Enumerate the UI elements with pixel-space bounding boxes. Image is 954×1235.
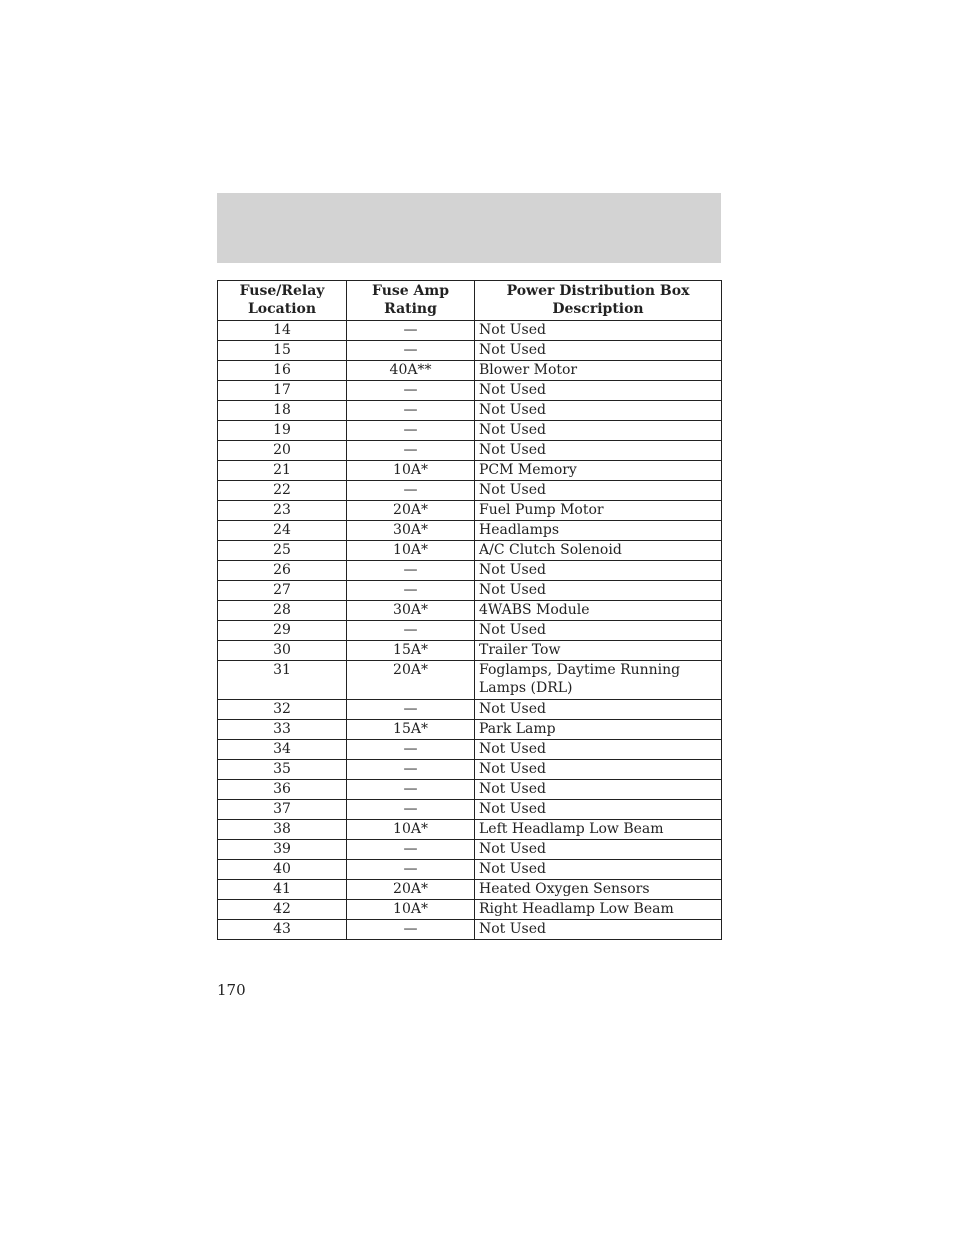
cell-description: A/C Clutch Solenoid xyxy=(475,541,722,561)
cell-description: Not Used xyxy=(475,780,722,800)
header-amp-line1: Fuse Amp xyxy=(372,283,449,299)
cell-amp: — xyxy=(347,740,475,760)
cell-description: Fuel Pump Motor xyxy=(475,501,722,521)
table-row xyxy=(218,461,722,481)
table-row xyxy=(218,601,722,621)
cell-location: 29 xyxy=(218,621,347,641)
cell-amp: — xyxy=(347,780,475,800)
cell-amp: 15A* xyxy=(347,641,475,661)
cell-description: Blower Motor xyxy=(475,361,722,381)
cell-location: 14 xyxy=(218,321,347,341)
header-location xyxy=(218,281,347,321)
cell-location: 37 xyxy=(218,800,347,820)
table-row xyxy=(218,820,722,840)
cell-location: 38 xyxy=(218,820,347,840)
cell-description: Left Headlamp Low Beam xyxy=(475,820,722,840)
cell-location: 30 xyxy=(218,641,347,661)
cell-amp: 40A** xyxy=(347,361,475,381)
cell-amp: — xyxy=(347,760,475,780)
header-description-line2: Description xyxy=(552,301,644,317)
fuse-table-body xyxy=(218,321,722,940)
cell-amp: — xyxy=(347,401,475,421)
cell-amp: — xyxy=(347,421,475,441)
cell-location: 18 xyxy=(218,401,347,421)
table-row xyxy=(218,661,722,700)
table-row xyxy=(218,780,722,800)
section-header-band xyxy=(217,193,721,263)
cell-description: Not Used xyxy=(475,381,722,401)
cell-amp: 10A* xyxy=(347,820,475,840)
cell-amp: — xyxy=(347,561,475,581)
cell-description: Not Used xyxy=(475,341,722,361)
cell-location: 24 xyxy=(218,521,347,541)
cell-description: Not Used xyxy=(475,561,722,581)
cell-location: 33 xyxy=(218,720,347,740)
cell-amp: — xyxy=(347,800,475,820)
cell-location: 15 xyxy=(218,341,347,361)
cell-location: 32 xyxy=(218,700,347,720)
cell-location: 31 xyxy=(218,661,347,700)
cell-description: Trailer Tow xyxy=(475,641,722,661)
cell-description: Not Used xyxy=(475,621,722,641)
table-row xyxy=(218,720,722,740)
cell-location: 27 xyxy=(218,581,347,601)
cell-description: Not Used xyxy=(475,800,722,820)
cell-description: Not Used xyxy=(475,740,722,760)
cell-description: Not Used xyxy=(475,760,722,780)
table-row xyxy=(218,521,722,541)
table-row xyxy=(218,840,722,860)
header-description-line1: Power Distribution Box xyxy=(506,283,690,299)
cell-description: Not Used xyxy=(475,860,722,880)
cell-location: 41 xyxy=(218,880,347,900)
cell-location: 25 xyxy=(218,541,347,561)
cell-description: Foglamps, Daytime Running Lamps (DRL) xyxy=(475,661,722,700)
cell-amp: 20A* xyxy=(347,880,475,900)
table-row xyxy=(218,421,722,441)
table-row xyxy=(218,561,722,581)
table-row xyxy=(218,700,722,720)
table-header-row xyxy=(218,281,722,321)
table-row xyxy=(218,760,722,780)
cell-description: Not Used xyxy=(475,421,722,441)
cell-amp: 10A* xyxy=(347,461,475,481)
cell-amp: — xyxy=(347,920,475,940)
table-row xyxy=(218,381,722,401)
cell-location: 19 xyxy=(218,421,347,441)
table-row xyxy=(218,481,722,501)
table-row xyxy=(218,860,722,880)
cell-description: Not Used xyxy=(475,840,722,860)
cell-location: 42 xyxy=(218,900,347,920)
cell-location: 36 xyxy=(218,780,347,800)
cell-amp: 10A* xyxy=(347,900,475,920)
header-amp xyxy=(347,281,475,321)
header-location-line2: Location xyxy=(247,301,317,317)
cell-location: 16 xyxy=(218,361,347,381)
table-row xyxy=(218,441,722,461)
table-row xyxy=(218,341,722,361)
cell-description: Not Used xyxy=(475,700,722,720)
cell-description: PCM Memory xyxy=(475,461,722,481)
cell-location: 28 xyxy=(218,601,347,621)
cell-description: Park Lamp xyxy=(475,720,722,740)
cell-location: 43 xyxy=(218,920,347,940)
cell-amp: — xyxy=(347,481,475,501)
table-row xyxy=(218,641,722,661)
table-row xyxy=(218,581,722,601)
table-row xyxy=(218,880,722,900)
table-row xyxy=(218,541,722,561)
cell-description: Not Used xyxy=(475,920,722,940)
cell-location: 23 xyxy=(218,501,347,521)
cell-location: 17 xyxy=(218,381,347,401)
table-row xyxy=(218,621,722,641)
cell-location: 21 xyxy=(218,461,347,481)
cell-location: 35 xyxy=(218,760,347,780)
cell-description: Heated Oxygen Sensors xyxy=(475,880,722,900)
cell-description: Not Used xyxy=(475,481,722,501)
page-number: 170 xyxy=(217,981,246,999)
cell-amp: 20A* xyxy=(347,661,475,700)
table-row xyxy=(218,800,722,820)
cell-location: 20 xyxy=(218,441,347,461)
cell-amp: 30A* xyxy=(347,521,475,541)
table-row xyxy=(218,900,722,920)
table-row xyxy=(218,401,722,421)
cell-location: 34 xyxy=(218,740,347,760)
cell-description: Not Used xyxy=(475,401,722,421)
cell-amp: — xyxy=(347,621,475,641)
fuse-table xyxy=(217,280,722,940)
cell-amp: — xyxy=(347,441,475,461)
header-description xyxy=(475,281,722,321)
cell-description: Headlamps xyxy=(475,521,722,541)
cell-description: Not Used xyxy=(475,581,722,601)
cell-amp: — xyxy=(347,700,475,720)
cell-location: 40 xyxy=(218,860,347,880)
cell-description: Not Used xyxy=(475,441,722,461)
cell-amp: — xyxy=(347,341,475,361)
cell-amp: — xyxy=(347,581,475,601)
cell-description: Not Used xyxy=(475,321,722,341)
cell-amp: — xyxy=(347,321,475,341)
cell-amp: — xyxy=(347,860,475,880)
cell-amp: 20A* xyxy=(347,501,475,521)
header-location-line1: Fuse/Relay xyxy=(239,283,325,299)
table-row xyxy=(218,501,722,521)
table-row xyxy=(218,361,722,381)
cell-location: 26 xyxy=(218,561,347,581)
cell-location: 22 xyxy=(218,481,347,501)
cell-amp: — xyxy=(347,840,475,860)
cell-amp: 30A* xyxy=(347,601,475,621)
header-amp-line2: Rating xyxy=(384,301,437,317)
cell-amp: 15A* xyxy=(347,720,475,740)
cell-amp: 10A* xyxy=(347,541,475,561)
cell-location: 39 xyxy=(218,840,347,860)
cell-description: Right Headlamp Low Beam xyxy=(475,900,722,920)
cell-description: 4WABS Module xyxy=(475,601,722,621)
cell-amp: — xyxy=(347,381,475,401)
table-row xyxy=(218,740,722,760)
table-row xyxy=(218,321,722,341)
table-row xyxy=(218,920,722,940)
